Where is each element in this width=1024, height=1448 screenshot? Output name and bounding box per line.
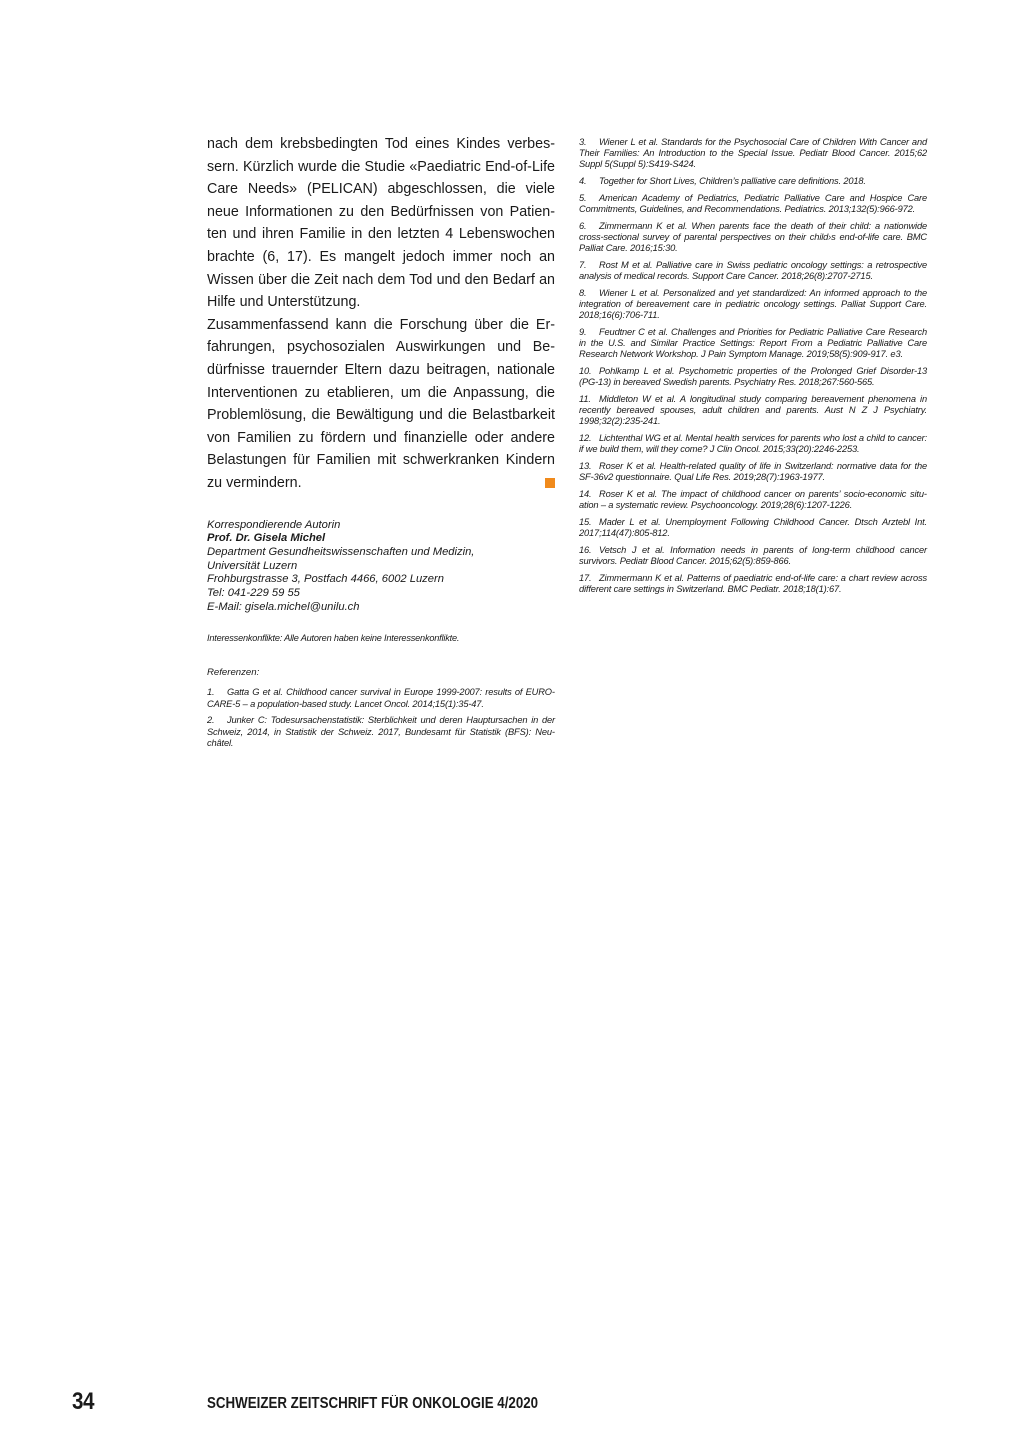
reference-number: 14. [579, 489, 592, 500]
reference-text: Vetsch J et al. Information needs in parents of long-term childhood cancer survivors. Pediatr Blood Cancer. 2015;62(5):859-866. [579, 545, 927, 567]
reference-item [579, 327, 927, 360]
reference-number: 12. [579, 433, 592, 444]
reference-text: Junker C: Todesursachenstatistik: Sterblichkeit und deren Hauptursachen in der Schweiz, 2014, in Statistik der Schweiz. 2017, Bundesamt für Statistik (BFS): Neuchâtel. [207, 715, 555, 748]
references-list-right [579, 137, 927, 595]
reference-number: 4. [579, 176, 587, 187]
reference-item [579, 545, 927, 567]
reference-item [579, 176, 927, 187]
author-email: E-Mail: gisela.michel@unilu.ch [207, 600, 360, 613]
end-of-article-square-icon [545, 478, 555, 488]
reference-item [579, 260, 927, 282]
author-university: Universität Luzern [207, 559, 298, 572]
reference-item [579, 193, 927, 215]
body-paragraph-2-text: Zusammenfassend kann die Forschung über die Erfahrungen, psychosozialen Auswirkungen und Bedürfnisse trauernder Eltern dazu beitragen, nationale Interventionen zu etablieren, um die Anpassung, die Problemlösung, die Bewältigung und die Belastbarkeit von Familien zu fördern und finanzielle oder andere Belastungen für Familien mit schwerkranken Kindern zu vermindern. [207, 316, 555, 491]
reference-number: 15. [579, 517, 592, 528]
reference-item [579, 433, 927, 455]
references-list-left [207, 687, 555, 748]
reference-item [579, 366, 927, 388]
reference-item [579, 573, 927, 595]
reference-number: 9. [579, 327, 587, 338]
conflict-of-interest: Interessenkonflikte: Alle Autoren haben keine Interessenkonflikte. [207, 633, 460, 644]
reference-text: Middleton W et al. A longitudinal study comparing bereavement phenomena in recently bereaved spouses, adult children and parents. Aust N Z J Psychiatry. 1998;32(2):235-241. [579, 394, 927, 427]
reference-number: 16. [579, 545, 592, 556]
reference-number: 10. [579, 366, 592, 377]
journal-footer: SCHWEIZER ZEITSCHRIFT FÜR ONKOLOGIE 4/2020 [207, 1395, 539, 1412]
references-title: Referenzen: [207, 667, 260, 679]
reference-number: 7. [579, 260, 587, 271]
page-number: 34 [72, 1388, 95, 1415]
reference-number: 6. [579, 220, 587, 231]
reference-text: Together for Short Lives, Children’s palliative care definitions. 2018. [599, 176, 866, 187]
reference-text: Gatta G et al. Childhood cancer survival in Europe 1999-2007: results of EUROCARE-5 – a population-based study. Lancet Oncol. 2014;15(1):35-47. [207, 687, 555, 709]
reference-item [579, 394, 927, 427]
reference-item [579, 221, 927, 254]
reference-number: 8. [579, 288, 587, 299]
reference-item [207, 687, 555, 709]
reference-item [579, 461, 927, 483]
reference-text: Roser K et al. Health-related quality of life in Switzerland: normative data for the SF-36v2 questionnaire. Qual Life Res. 2019;28(7):1963-1977. [579, 461, 927, 483]
reference-number: 2. [207, 715, 215, 726]
reference-item [579, 288, 927, 321]
author-name: Prof. Dr. Gisela Michel [207, 532, 326, 545]
reference-text: Mader L et al. Unemployment Following Childhood Cancer. Dtsch Arztebl Int. 2017;114(47):805-812. [579, 517, 927, 539]
reference-item [579, 137, 927, 170]
author-phone: Tel: 041-229 59 55 [207, 587, 300, 600]
reference-text: Zimmermann K et al. Patterns of paediatric end-of-life care: a chart review across different care settings in Switzerland. BMC Pediatr. 2018;18(1):67. [579, 573, 927, 595]
author-label: Korrespondierende Autorin [207, 518, 341, 531]
reference-number: 1. [207, 687, 215, 698]
author-department: Department Gesundheitswissenschaften und Medizin, [207, 545, 475, 558]
corresponding-author [207, 519, 555, 615]
right-column [579, 137, 927, 601]
author-address: Frohburgstrasse 3, Postfach 4466, 6002 Luzern [207, 573, 444, 586]
reference-text: Wiener L et al. Personalized and yet standardized: An informed approach to the integration of bereavement care in pediatric oncology settings. Palliat Support Care. 2018;16(6):706-711. [579, 288, 927, 321]
body-paragraph-1: nach dem krebsbedingten Tod eines Kindes verbessern. Kürzlich wurde die Studie «Paediatric End-of-Life Care Needs» (PELICAN) abgeschlossen, die viele neue Informationen zu den Bedürfnissen von Patienten und ihren Familie in den letzten 4 Lebenswochen brachte (6, 17). Es mangelt jedoch immer noch an Wissen über die Zeit nach dem Tod und den Bedarf an Hilfe und Unterstützung. [207, 136, 555, 311]
reference-item [579, 489, 927, 511]
reference-text: Zimmermann K et al. When parents face the death of their child: a nationwide cross-sectional survey of parental perspectives on their child›s end-of-life care. BMC Palliat Care. 2016;15:30. [579, 220, 927, 254]
left-column [207, 133, 555, 754]
reference-number: 5. [579, 192, 587, 203]
reference-number: 17. [579, 573, 592, 584]
reference-text: American Academy of Pediatrics, Pediatric Palliative Care and Hospice Care Commitments, Guidelines, and Recommendations. Pediatrics. 2013;132(5):966-972. [579, 192, 927, 215]
reference-item [207, 715, 555, 748]
reference-text: Pohlkamp L et al. Psychometric properties of the Prolonged Grief Disorder-13 (PG-13) in bereaved Swedish parents. Psychiatry Res. 2018;267:560-565. [579, 366, 927, 388]
reference-text: Rost M et al. Palliative care in Swiss pediatric oncology settings: a retrospective analysis of medical records. Support Care Cancer. 2018;26(8):2707-2715. [579, 260, 927, 282]
reference-text: Wiener L et al. Standards for the Psychosocial Care of Children With Cancer and Their Families: An Introduction to the Special Issue. Pediatr Blood Cancer. 2015;62 Suppl 5(Suppl 5):S419-S424. [579, 137, 927, 170]
reference-number: 3. [579, 137, 587, 147]
reference-text: Lichtenthal WG et al. Mental health services for parents who lost a child to cancer: if we build them, will they come? J Clin Oncol. 2015;33(20):2246-2253. [579, 433, 927, 455]
reference-item [579, 517, 927, 539]
reference-number: 13. [579, 461, 592, 472]
body-paragraph-2 [207, 314, 555, 495]
reference-number: 11. [579, 394, 591, 405]
reference-text: Feudtner C et al. Challenges and Priorities for Pediatric Palliative Care Research in the U.S. and Similar Practice Settings: Report From a Pediatric Palliative Care Research Network Workshop. J Pain Symptom Manage. 2019;58(5):909-917. e3. [579, 327, 927, 360]
reference-text: Roser K et al. The impact of childhood cancer on parents’ socio-economic situation – a systematic review. Psychooncology. 2019;28(6):1207-1226. [579, 489, 927, 511]
